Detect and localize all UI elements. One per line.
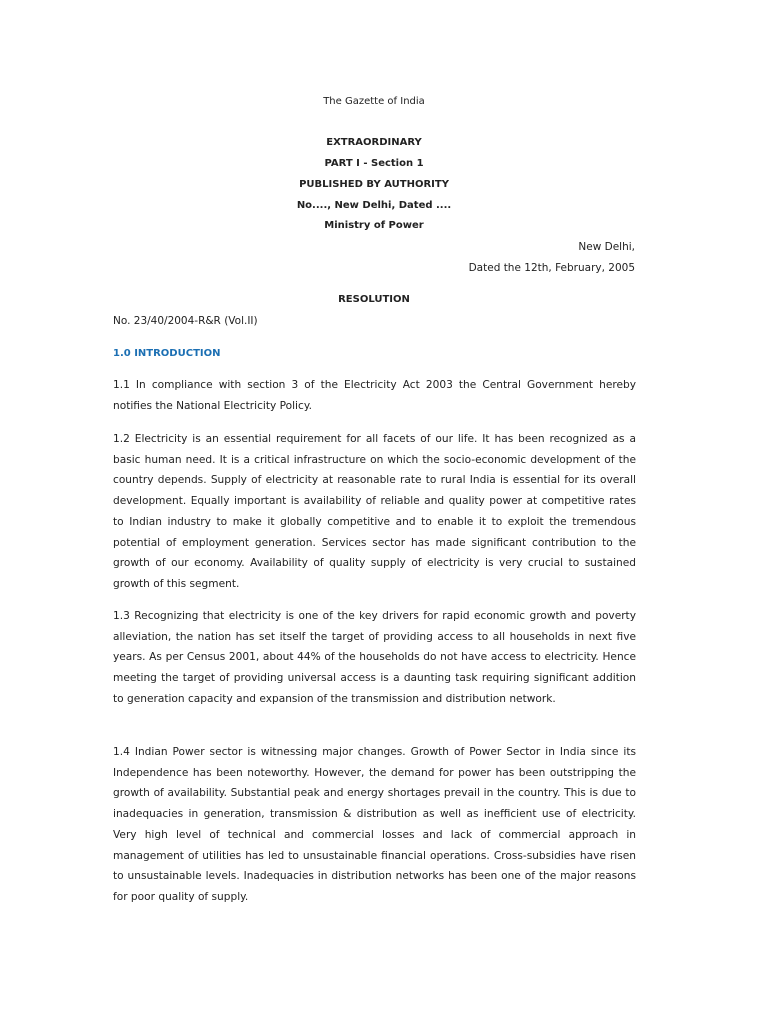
section-heading: 1.0 INTRODUCTION (113, 348, 221, 359)
resolution-number: No. 23/40/2004-R&R (Vol.II) (113, 315, 258, 327)
published-by-authority-label: PUBLISHED BY AUTHORITY (299, 179, 449, 190)
part-section-label: PART I - Section 1 (324, 158, 424, 169)
extraordinary-label: EXTRAORDINARY (326, 137, 422, 148)
paragraph-1-2: 1.2 Electricity is an essential requirement for all facets of our life. It has been recognized as a basic human need. It is a critical infrastructure on which the socio-economic development of the country depends. Supply of electricity at reasonable rate to rural India is essential for its overall development. Equally important is availability of reliable and quality power at competitive rates to Indian industry to make it globally competitive and to enable it to exploit the tremendous potential of employment generation. Services sector has made significant contribution to the growth of our economy. Availability of quality supply of electricity is very crucial to sustained growth of this segment. (113, 433, 636, 590)
dateline-place: New Delhi, (578, 241, 635, 253)
gazette-title: The Gazette of India (323, 96, 425, 107)
dateline-date: Dated the 12th, February, 2005 (468, 262, 635, 274)
resolution-title: RESOLUTION (338, 294, 410, 305)
paragraph-1-1: 1.1 In compliance with section 3 of the Electricity Act 2003 the Central Government hereby notifies the National Electricity Policy. (113, 379, 636, 412)
number-dated-line: No...., New Delhi, Dated .... (296, 200, 452, 211)
ministry-label: Ministry of Power (324, 220, 424, 231)
paragraph-1-4: 1.4 Indian Power sector is witnessing major changes. Growth of Power Sector in India since its Independence has been noteworthy. However, the demand for power has been outstripping the growth of availability. Substantial peak and energy shortages prevail in the country. This is due to inadequacies in generation, transmission & distribution as well as inefficient use of electricity. Very high level of technical and commercial losses and lack of commercial approach in management of utilities has led to unsustainable financial operations. Cross-subsidies have risen to unsustainable levels. Inadequacies in distribution networks has been one of the major reasons for poor quality of supply. (113, 746, 636, 903)
paragraph-1-3: 1.3 Recognizing that electricity is one of the key drivers for rapid economic growth and poverty alleviation, the nation has set itself the target of providing access to all households in next five years. As per Census 2001, about 44% of the households do not have access to electricity. Hence meeting the target of providing universal access is a daunting task requiring significant addition to generation capacity and expansion of the transmission and distribution network. (113, 610, 636, 705)
